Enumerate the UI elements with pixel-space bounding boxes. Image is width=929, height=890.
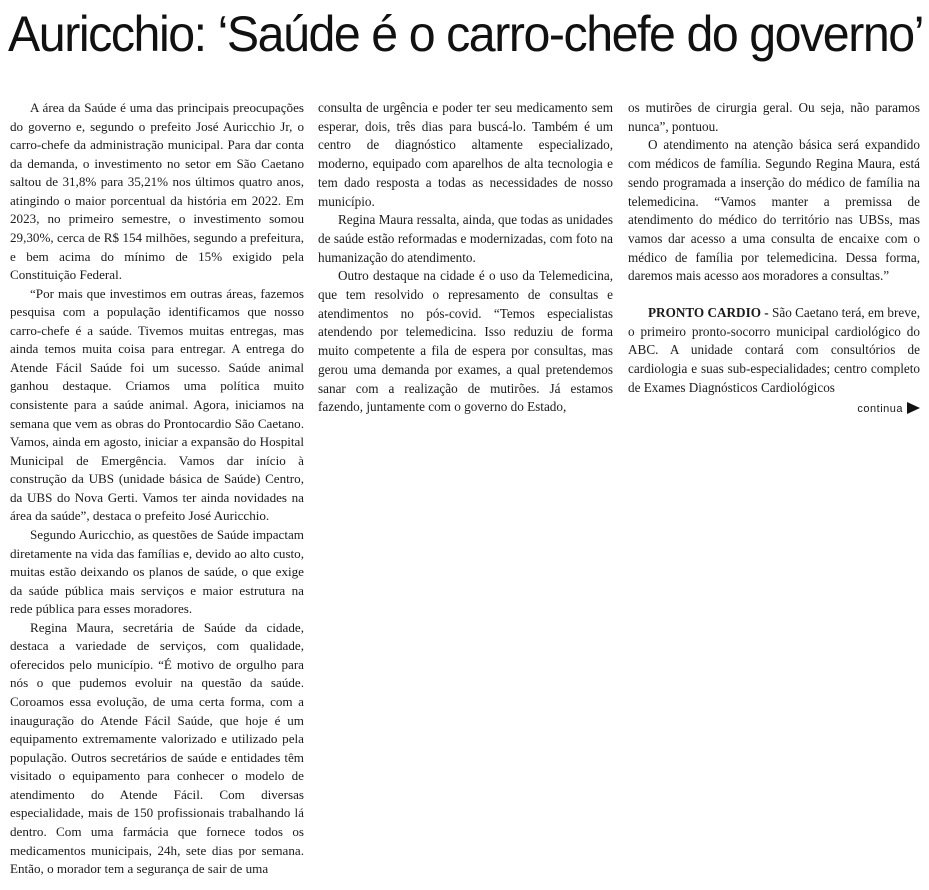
paragraph: Regina Maura ressalta, ainda, que todas as unidades de saúde estão reformadas e modernizadas, com foto na humanização do atendimento. [318,212,613,265]
pronto-cardio-paragraph [628,304,920,398]
paragraph: “Por mais que investimos em outras áreas, fazemos pesquisa com a população identificamos que nosso carro-chefe é a saúde. Tivemos muitas entregas, mas ainda temos muita coisa para entregar. A entrega do Atende Fácil Saúde foi um sucesso. Saúde animal ganhou destaque. Criamos uma política muito consistente para a saúde animal. Agora, iniciamos na semana que vem as obras do Prontocardio São Caetano. Vamos, ainda em agosto, iniciar a expansão do Hospital Municipal de Emergência. Vamos dar início à construção da UBS (unidade básica de Saúde) Centro, da UBS do Nova Gerti. Vamos ter ainda novidades na área da saúde”, destaca o prefeito José Auricchio. [10,285,304,524]
continua-link[interactable] [628,400,920,419]
paragraph: os mutirões de cirurgia geral. Ou seja, não paramos nunca”, pontuou. [628,100,920,134]
paragraph: Segundo Auricchio, as questões de Saúde impactam diretamente na vida das famílias e, devido ao alto custo, muitas estão deixando os planos de saúde, o que exige da saúde pública mais serviços e maior estrutura na rede pública para esses moradores. [10,526,304,617]
continua-label: continua [857,402,903,415]
arrow-right-icon [907,402,920,414]
paragraph: Outro destaque na cidade é o uso da Telemedicina, que tem resolvido o represamento de consultas e atendimentos no pós-covid. “Temos especialistas atendendo por telemedicina. Isso reduziu de forma muito competente a fila de espera por consultas, mas gerou uma demanda por exames, a qual pretendemos sanar com a realização de mutirões. Já estamos fazendo, juntamente com o governo do Estado, [318,268,613,415]
kicker-text: São Caetano terá, em breve, o primeiro pronto-socorro municipal cardiológico do ABC. A unidade contará com consultórios de cardiologia e suas sub-especialidades; centro completo de Exames Diagnósticos Cardiológicos [628,305,920,395]
article-column-1 [10,99,304,879]
article-column-2 [318,99,613,417]
paragraph: O atendimento na atenção básica será expandido com médicos de família. Segundo Regina Maura, está sendo programada a inserção do médico de família na telemedicina. “Vamos manter a premissa de atendimento do médico do território nas UBSs, mas vamos dar acesso a uma consulta de encaixe com o médico de família por telemedicina. Dessa forma, daremos mais acesso aos moradores a consultas.” [628,137,920,284]
paragraph: consulta de urgência e poder ter seu medicamento sem esperar, dois, três dias para buscá-lo. Também é um centro de diagnóstico altamente especializado, moderno, equipado com aparelhos de alta tecnologia e tem dado resposta a todas as necessidades de nosso município. [318,100,613,209]
paragraph: A área da Saúde é uma das principais preocupações do governo e, segundo o prefeito José Auricchio Jr, o carro-chefe da administração municipal. Para dar conta da demanda, o investimento no setor em São Caetano saltou de 31,8% para 35,21% nos últimos quatro anos, atingindo o maior porcentual da história em 2022. Em 2023, no primeiro semestre, o investimento somou 29,30%, cerca de R$ 154 milhões, segundo a prefeitura, e bem acima do mínimo de 15% exigido pela Constituição Federal. [10,100,304,283]
headline: Auricchio: ‘Saúde é o carro-chefe do governo’ [8,6,923,62]
paragraph: Regina Maura, secretária de Saúde da cidade, destaca a variedade de serviços, com qualidade, oferecidos pelo município. “É motivo de orgulho para nós o que pudemos evoluir na questão da saúde. Coroamos essa evolução, de uma certa forma, com a inauguração do Atende Fácil Saúde, que hoje é um equipamento extremamente valorizado e utilizado pela população. Outros secretários de saúde e entidades têm visitado o equipamento para conhecer o modelo de atendimento do Atende Fácil. Com diversas especialidade, mais de 150 profissionais trabalhando lá dentro. Com uma farmácia que fornece todos os medicamentos municipais, 24h, sete dias por semana. Então, o morador tem a segurança de sair de uma [10,619,304,877]
section-kicker: PRONTO CARDIO - [648,305,772,321]
article-column-3 [628,99,920,418]
section-spacer [628,286,920,304]
